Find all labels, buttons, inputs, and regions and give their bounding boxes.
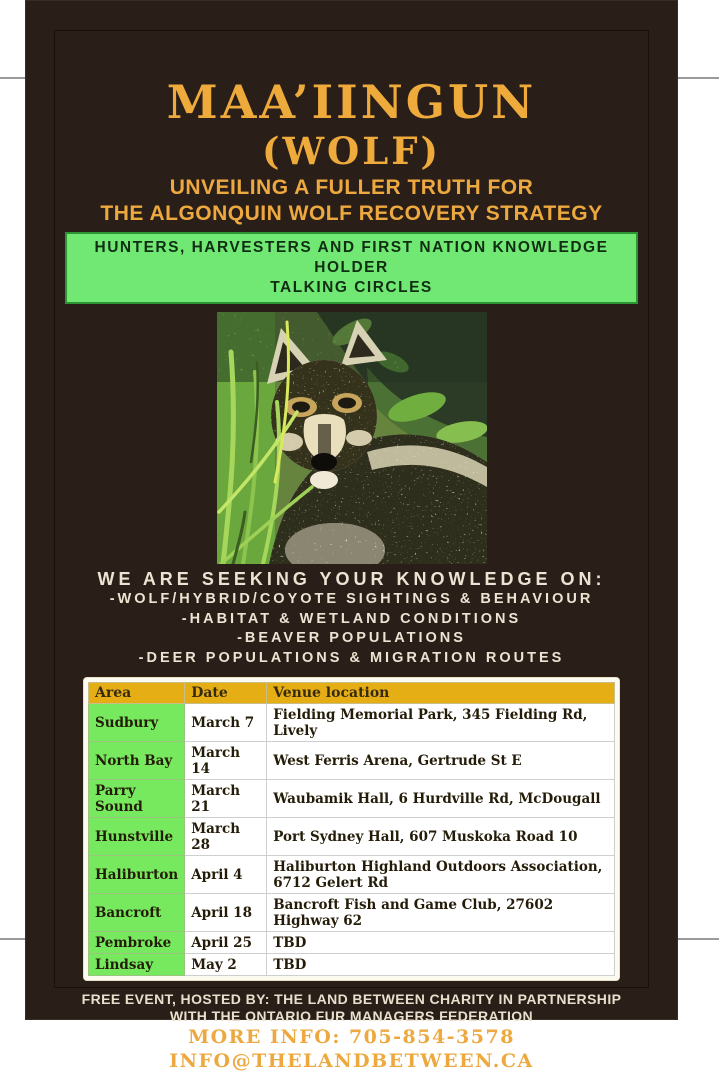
table-header-row (89, 683, 615, 704)
wolf-photo (217, 312, 487, 564)
table-row (89, 742, 615, 780)
date-cell: March 28 (185, 818, 267, 856)
date-cell: April 25 (185, 932, 267, 954)
email-info: INFO@THELANDBETWEEN.CA (169, 1050, 534, 1072)
banner-line-2: TALKING CIRCLES (270, 279, 433, 296)
seeking-item: -WOLF/HYBRID/COYOTE SIGHTINGS & BEHAVIOUR (109, 591, 594, 607)
venue-cell: Waubamik Hall, 6 Hurdville Rd, McDougall (267, 780, 615, 818)
venue-cell: Port Sydney Hall, 607 Muskoka Road 10 (267, 818, 615, 856)
wolf-illustration (217, 312, 487, 564)
tagline-line-2: THE ALGONQUIN WOLF RECOVERY STRATEGY (100, 202, 603, 225)
poster-subtitle: (WOLF) (261, 129, 442, 173)
banner-line-1: HUNTERS, HARVESTERS AND FIRST NATION KNOWLEDGE HOLDER (94, 239, 609, 276)
table-row (89, 780, 615, 818)
schedule-table-frame (83, 677, 620, 981)
host-line-1: FREE EVENT, HOSTED BY: THE LAND BETWEEN CHARITY IN PARTNERSHIP (81, 991, 622, 1007)
area-cell: Parry Sound (89, 780, 185, 818)
area-cell: North Bay (89, 742, 185, 780)
table-row (89, 856, 615, 894)
date-cell: May 2 (185, 954, 267, 976)
event-poster (25, 0, 678, 1072)
header-area: Area (89, 683, 185, 704)
area-cell: Bancroft (89, 894, 185, 932)
seeking-section (25, 569, 678, 668)
table-row (89, 894, 615, 932)
venue-cell: West Ferris Arena, Gertrude St E (267, 742, 615, 780)
area-cell: Hunstville (89, 818, 185, 856)
table-row (89, 704, 615, 742)
phone-info: MORE INFO: 705-854-3578 (188, 1026, 515, 1048)
table-row (89, 932, 615, 954)
venue-cell: Bancroft Fish and Game Club, 27602 Highway 62 (267, 894, 615, 932)
title-block (25, 0, 678, 226)
area-cell: Sudbury (89, 704, 185, 742)
area-cell: Haliburton (89, 856, 185, 894)
area-cell: Lindsay (89, 954, 185, 976)
venue-cell: Fielding Memorial Park, 345 Fielding Rd, Lively (267, 704, 615, 742)
date-cell: March 21 (185, 780, 267, 818)
date-cell: March 14 (185, 742, 267, 780)
poster-footer (25, 991, 678, 1073)
venue-cell: TBD (267, 954, 615, 976)
date-cell: April 18 (185, 894, 267, 932)
header-date: Date (185, 683, 267, 704)
table-row (89, 818, 615, 856)
host-line-2: WITH THE ONTARIO FUR MANAGERS FEDERATION (169, 1008, 534, 1024)
venue-cell: TBD (267, 932, 615, 954)
seeking-item: -HABITAT & WETLAND CONDITIONS (181, 610, 522, 627)
poster-title: MAA’IINGUN (166, 75, 537, 129)
area-cell: Pembroke (89, 932, 185, 954)
table-row (89, 954, 615, 976)
schedule-table (88, 682, 615, 976)
seeking-item: -BEAVER POPULATIONS (237, 630, 466, 646)
date-cell: March 7 (185, 704, 267, 742)
talking-circles-banner (65, 232, 638, 304)
seeking-item: -DEER POPULATIONS & MIGRATION ROUTES (138, 649, 565, 666)
venue-cell: Haliburton Highland Outdoors Association, 6712 Gelert Rd (267, 856, 615, 894)
seeking-heading: WE ARE SEEKING YOUR KNOWLEDGE ON: (97, 569, 606, 589)
tagline-line-1: UNVEILING A FULLER TRUTH FOR (169, 176, 534, 199)
header-venue: Venue location (267, 683, 615, 704)
date-cell: April 4 (185, 856, 267, 894)
